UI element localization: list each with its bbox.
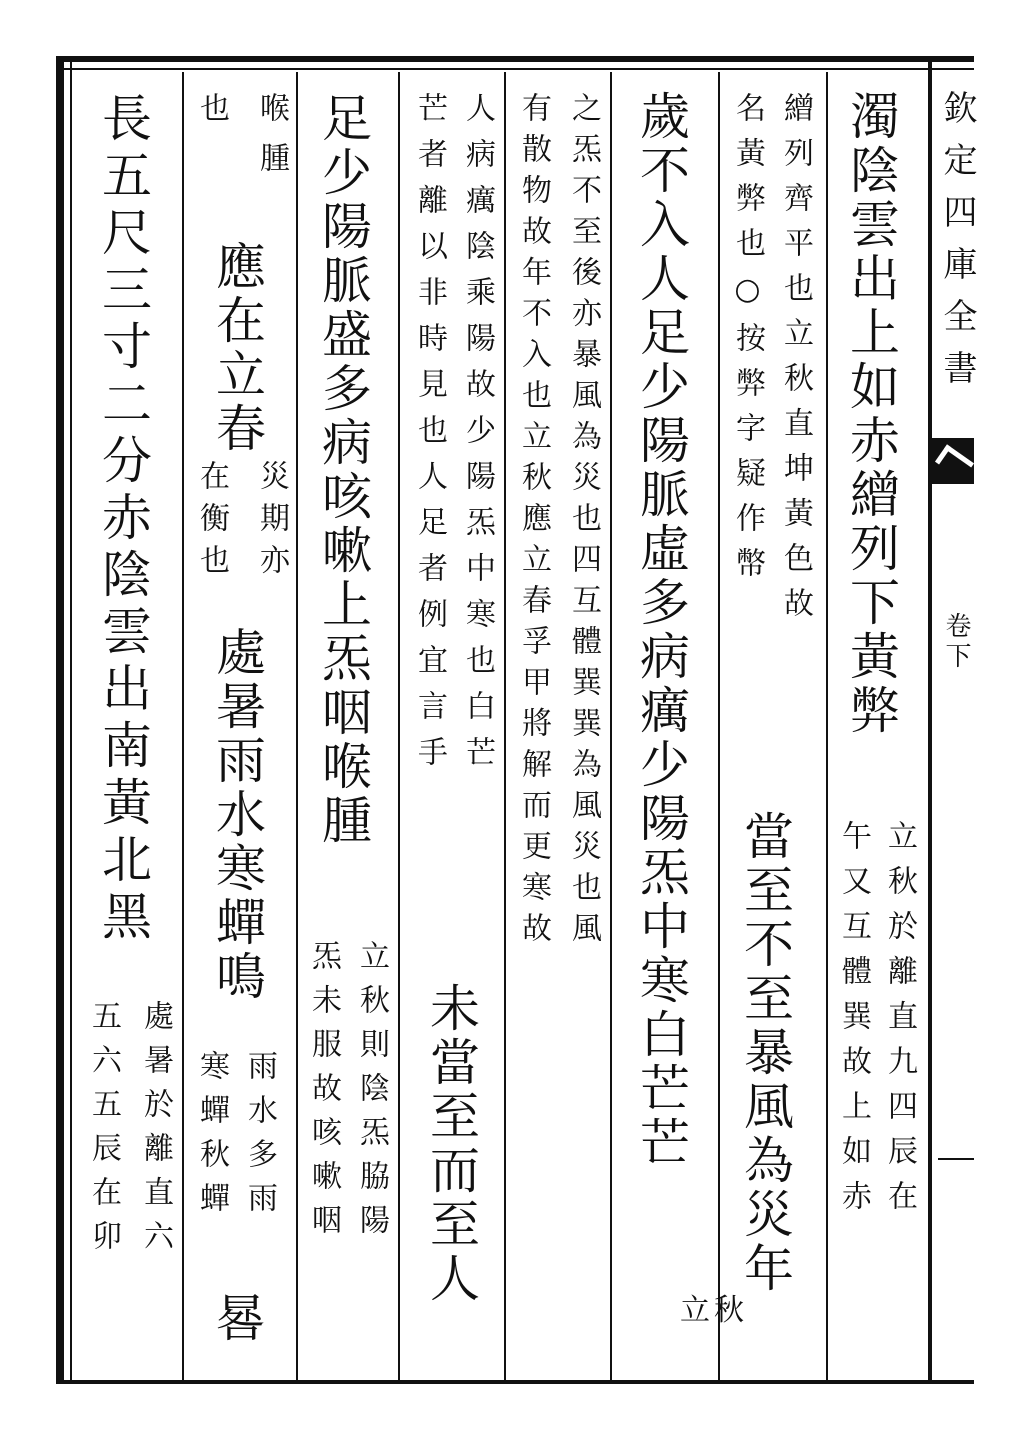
frame-left-inner-rule — [70, 56, 72, 1384]
annotation-column: 人病癘陰乘陽故少陽炁中寒也白芒 — [460, 92, 495, 782]
annotation-column: 喉腫 — [254, 92, 289, 192]
frame-bottom-rule — [56, 1380, 974, 1384]
main-text-column: 歲不入人足少陽脈虛多病癘少陽炁中寒白芒芒 — [632, 90, 690, 1170]
main-text-column: 足少陽脈盛多病咳嗽上炁咽喉腫 — [314, 92, 372, 848]
main-text-column: 處暑雨水寒蟬鳴 — [208, 626, 266, 1004]
annotation-column: 處暑於離直六 — [138, 1000, 173, 1264]
frame-right-rule — [928, 56, 932, 1384]
main-text-column: 未當至而至人 — [422, 982, 480, 1306]
annotation-column: 災期亦 — [254, 460, 289, 586]
volume-label: 卷下 — [941, 612, 971, 672]
annotation-column: 立秋 — [680, 1293, 748, 1328]
annotation-column: 在衡也 — [194, 460, 229, 586]
annotation-column: 午又互體巽故上如赤 — [836, 820, 871, 1225]
annotation-column: 有散物故年不入也立秋應立春孚甲將解而更寒故 — [516, 92, 551, 953]
frame-top-inner-rule — [56, 68, 974, 70]
column-divider — [718, 72, 720, 1380]
annotation-column: 寒蟬秋蟬 — [194, 1050, 229, 1226]
annotation-column: 雨水多雨 — [242, 1050, 277, 1226]
column-divider — [504, 72, 506, 1380]
annotation-column: 炁未服故咳嗽咽 — [306, 940, 341, 1248]
annotation-column: 繒列齊平也立秋直坤黃色故 — [778, 92, 813, 632]
main-text-column: 濁陰雲出上如赤繒列下黃弊 — [842, 90, 900, 738]
column-divider — [826, 72, 828, 1380]
column-divider — [182, 72, 184, 1380]
column-divider — [398, 72, 400, 1380]
column-divider — [296, 72, 298, 1380]
annotation-column: 也 — [194, 92, 229, 137]
margin-rule — [938, 1158, 974, 1160]
annotation-column: 五六五辰在卯 — [86, 1000, 121, 1264]
annotation-column: 之炁不至後亦暴風為災也四互體巽巽為風災也風 — [566, 92, 601, 953]
annotation-column: 立秋則陰炁脇陽 — [354, 940, 389, 1248]
annotation-column: 立秋於離直九四辰在 — [882, 820, 917, 1225]
frame-left-rule — [56, 56, 64, 1384]
frame-top-rule — [56, 56, 974, 62]
fish-tail-mark — [932, 438, 974, 484]
main-text-column: 當至不至暴風為災年 — [736, 810, 794, 1296]
book-title: 欽定四庫全書 — [937, 90, 977, 402]
annotation-column: 名黃弊也○按弊字疑作幣 — [730, 92, 765, 592]
column-divider — [610, 72, 612, 1380]
main-text-column: 應在立春 — [208, 240, 266, 456]
annotation-column: 芒者離以非時見也人足者例宜言手 — [412, 92, 447, 782]
main-text-column: 長五尺三寸二分赤陰雲出南黃北黑 — [94, 92, 152, 947]
main-text-column: 晷 — [208, 1292, 266, 1346]
